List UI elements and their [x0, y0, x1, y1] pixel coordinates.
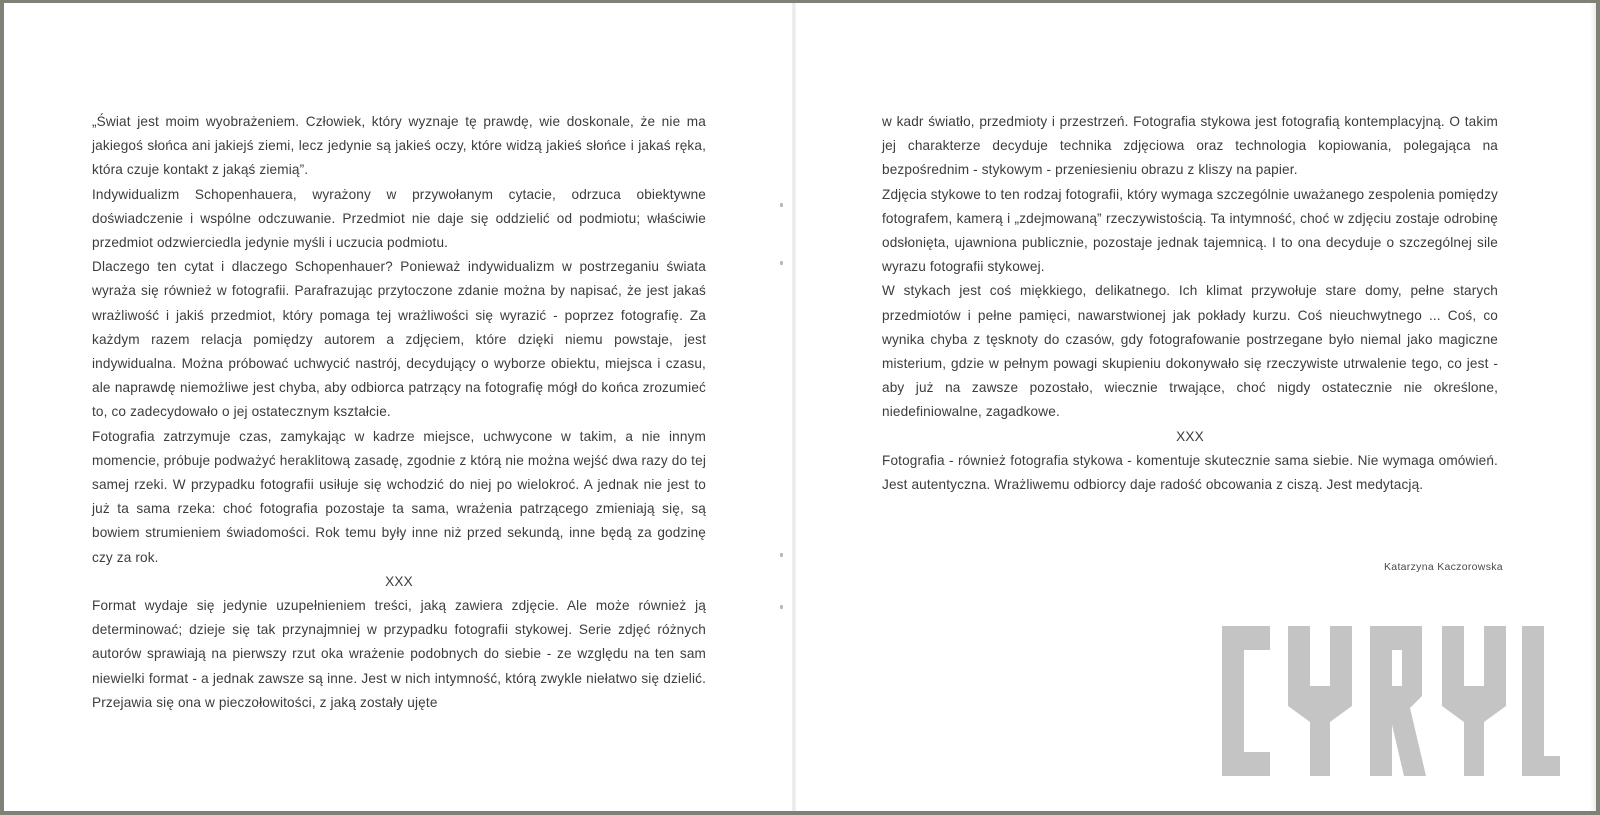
- paragraph: Fotografia zatrzymuje czas, zamykając w kadrze miejsce, uchwycone w takim, a nie innym momencie, próbuje podważyć heraklitową zasadę, zgodnie z którą nie można wejść dwa razy do tej samej rzeki. W przypadku fotografii usiłuje się wchodzić do niej po wielokroć. A jednak nie jest to już ta sama rzeka: choć fotografia pozostaje ta sama, wrażenia patrzącego zmieniają się, są bowiem strumieniem świadomości. Rok temu były inne niż przed sekundą, inne będą za godzinę czy za rok.: [92, 428, 706, 565]
- paragraph: Fotografia - również fotografia stykowa - komentuje skutecznie sama siebie. Nie wymaga omówień. Jest autentyczna. Wrażliwemu odbiorcy daje radość obcowania z ciszą. Jest medytacją.: [882, 452, 1498, 493]
- paragraph: w kadr światło, przedmioty i przestrzeń. Fotografia stykowa jest fotografią kontemplacyjną. O takim jej charakterze decyduje technika zdjęciowa oraz technologia kopiowania, polegająca na bezpośrednim - stykowym - przeniesieniu obrazu z kliszy na papier.: [882, 114, 1498, 178]
- watermark-letters: [1222, 626, 1560, 776]
- page-edge: [1590, 3, 1596, 811]
- gutter-mark: [780, 203, 783, 207]
- paragraph: W stykach jest coś miękkiego, delikatnego. Ich klimat przywołuje stare domy, pełne starych przedmiotów i pełne pamięci, nawarstwionej jak pokłady kurzu. Coś nieuchwytnego ... Coś, co wynika chyba z tęsknoty do czasów, gdy fotografowanie postrzegane było niemal jako magiczne misterium, gdzie w pełnym powagi skupieniu dokonywało się rzeczywiste utrwalenie tego, co jest - aby już na zawsze pozostało, wiecznie trwające, choć nigdy ostatecznie nie określone, niedefiniowalne, zagadkowe.: [882, 283, 1498, 420]
- paragraph: Dlaczego ten cytat i dlaczego Schopenhauer? Ponieważ indywidualizm w postrzeganiu świata wyraża się również w fotografii. Parafrazując przytoczone zdanie można by napisać, że jest jakaś wrażliwość i jakiś przedmiot, który pomaga tej wrażliwości się wyrazić - poprzez fotografię. Za każdym razem relacja pomiędzy autorem a zdjęciem, które dzięki niemu powstaje, jest indywidualna. Można próbować uchwycić nastrój, decydujący o wyborze obiektu, miejsca i czasu, ale naprawdę niemożliwe jest chyba, aby odbiorca patrzący na fotografię mógł do końca zrozumieć to, co zadecydowało o jej ostatecznym kształcie.: [92, 259, 706, 420]
- left-page: [4, 3, 794, 811]
- gutter-mark: [780, 553, 783, 557]
- gutter-mark: [780, 605, 783, 609]
- left-page-text: [92, 110, 706, 715]
- gutter-mark: [780, 261, 783, 265]
- cyryl-watermark-logo: [1222, 626, 1560, 776]
- paragraph: „Świat jest moim wyobrażeniem. Człowiek, który wyznaje tę prawdę, wie doskonale, że nie ma jakiegoś słońca ani jakiejś ziemi, lecz jedynie są jakieś oczy, które widzą jakieś słońce i jakaś ręka, która czuje kontakt z jakąś ziemią”.: [92, 114, 706, 178]
- section-separator: XXX: [385, 573, 413, 589]
- paragraph: Zdjęcia stykowe to ten rodzaj fotografii, który wymaga szczególnie uważanego zespolenia pomiędzy fotografem, kamerą i „zdejmowaną” rzeczywistością. Ta intymność, choć w zdjęciu zostaje odrobinę odsłonięta, ujawniona publicznie, pozostaje jednak tajemnicą. I to ona decyduje o szczególnej sile wyrazu fotografii stykowej.: [882, 186, 1498, 275]
- paragraph: Indywidualizm Schopenhauera, wyrażony w przywołanym cytacie, odrzuca obiektywne doświadczenie i wspólne odczuwanie. Przedmiot nie daje się oddzielić od podmiotu; właściwie przedmiot odzwierciedla jedynie myśli i uczucia podmiotu.: [92, 186, 706, 251]
- paragraph: Format wydaje się jedynie uzupełnieniem treści, jaką zawiera zdjęcie. Ale może również ją determinować; dzieje się tak przynajmniej w przypadku fotografii stykowej. Serie zdjęć różnych autorów sprawiają na pierwszy rzut oka wrażenie podobnych do siebie - ze względu na ten sam niewielki format - a jednak zawsze są inne. Jest w nich intymność, którą zwykle niełatwo się dzielić. Przejawia się ona w pieczołowitości, z jaką zostały ujęte: [92, 598, 706, 710]
- section-separator: XXX: [1176, 428, 1204, 444]
- author-signature: Katarzyna Kaczorowska: [1384, 561, 1503, 573]
- right-page-text: [882, 110, 1498, 497]
